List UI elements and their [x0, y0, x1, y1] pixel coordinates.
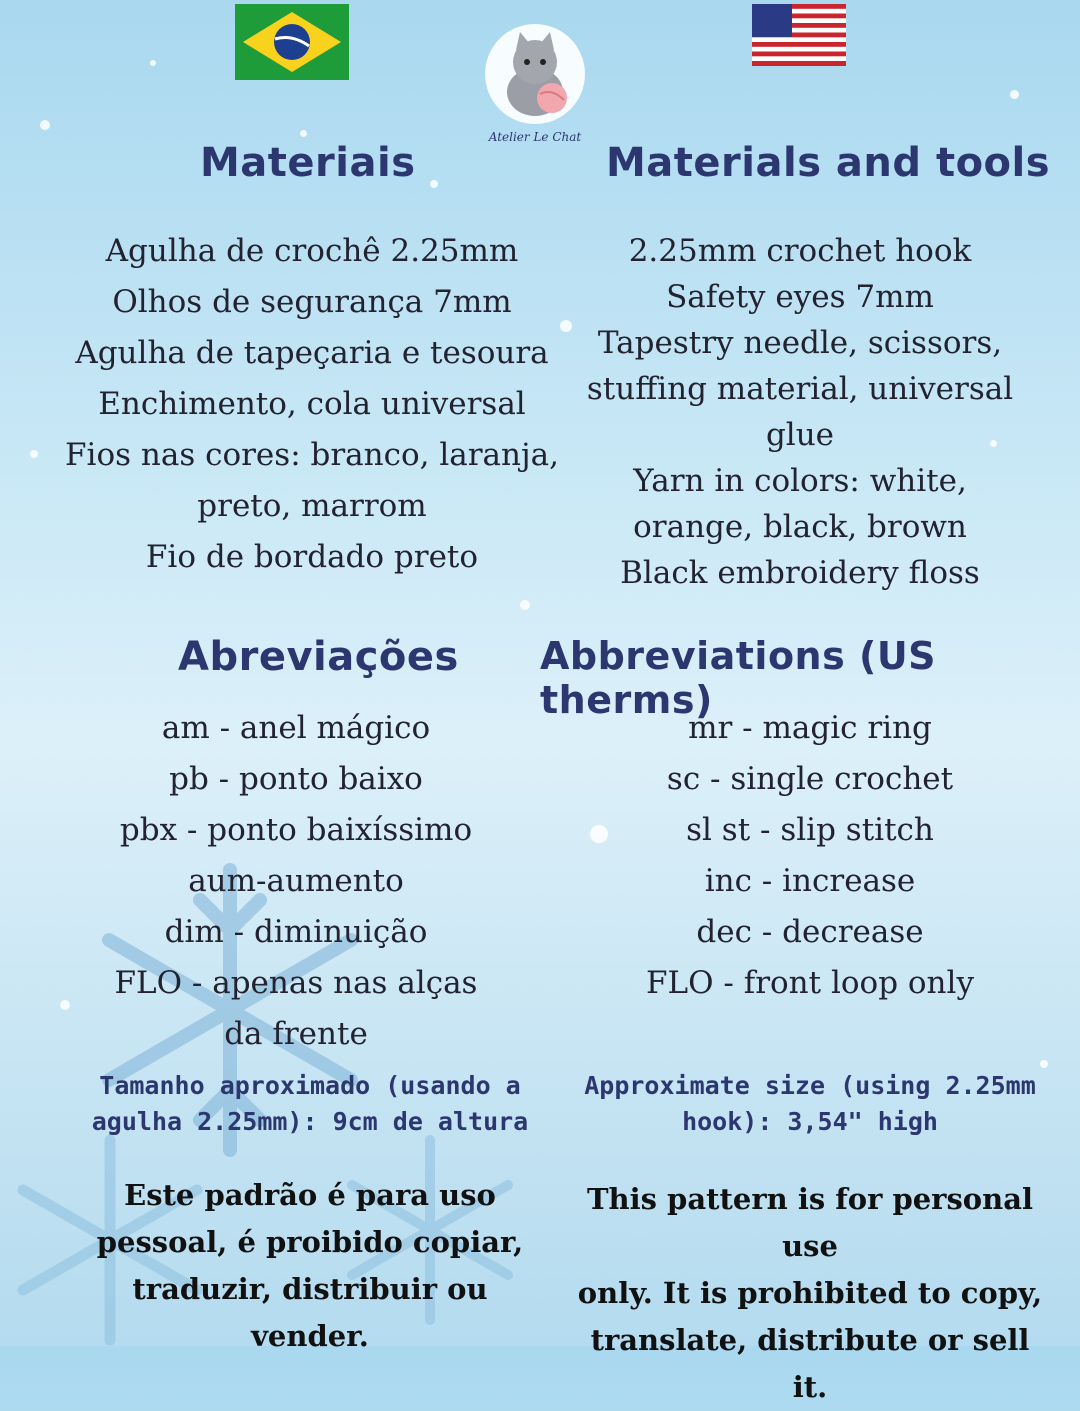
list-item: Olhos de segurança 7mm: [112, 284, 512, 320]
list-item: pb - ponto baixo: [169, 761, 423, 797]
list-item: sl st - slip stitch: [686, 812, 934, 848]
size-note-en: Approximate size (using 2.25mm hook): 3,54" high: [584, 1071, 1036, 1136]
list-item: Fio de bordado preto: [145, 539, 479, 575]
list-item: FLO - front loop only: [646, 965, 974, 1001]
list-item: Black embroidery floss: [620, 555, 980, 591]
list-item: orange, black, brown: [633, 509, 967, 545]
list-item: Agulha de tapeçaria e tesoura: [75, 335, 549, 371]
snow-dot: [150, 60, 156, 66]
usa-flag-icon: [752, 4, 846, 66]
cat-with-yarn-icon: [480, 22, 590, 126]
snow-dot: [430, 180, 438, 188]
list-item: sc - single crochet: [666, 761, 954, 797]
list-item: da frente: [224, 1016, 368, 1052]
snow-dot: [1040, 1060, 1048, 1068]
materials-list-en: [560, 228, 1040, 596]
snow-dot: [520, 600, 530, 610]
list-item: inc - increase: [704, 863, 916, 899]
list-item: Enchimento, cola universal: [98, 386, 526, 422]
list-item: aum-aumento: [188, 863, 404, 899]
materials-heading-en: Materials and tools: [606, 140, 1051, 186]
materials-heading-pt: Materiais: [200, 140, 416, 186]
list-item: mr - magic ring: [688, 710, 932, 746]
list-item: Yarn in colors: white,: [633, 463, 967, 499]
list-item: glue: [765, 417, 835, 453]
snow-dot: [40, 120, 50, 130]
logo-text: Atelier Le Chat: [488, 130, 582, 144]
list-item: dec - decrease: [696, 914, 924, 950]
list-item: Tapestry needle, scissors,: [597, 325, 1003, 361]
snow-dot: [1010, 90, 1019, 99]
size-note-pt: Tamanho aproximado (usando a agulha 2.25mm): 9cm de altura: [91, 1071, 529, 1136]
usage-notice-en: This pattern is for personal use only. It is prohibited to copy, translate, distribute or sell it.: [577, 1182, 1043, 1404]
snow-dot: [300, 130, 307, 137]
materials-list-pt: [62, 226, 562, 583]
list-item: preto, marrom: [197, 488, 427, 524]
brand-logo: [476, 22, 594, 150]
abbreviations-list-en: [580, 703, 1040, 1009]
list-item: pbx - ponto baixíssimo: [119, 812, 473, 848]
brazil-flag-icon: [235, 4, 349, 80]
list-item: Safety eyes 7mm: [666, 279, 934, 315]
list-item: 2.25mm crochet hook: [628, 233, 972, 269]
list-item: Agulha de crochê 2.25mm: [105, 233, 519, 269]
list-item: stuffing material, universal: [586, 371, 1014, 407]
list-item: dim - diminuição: [164, 914, 428, 950]
abbreviations-list-pt: [76, 703, 516, 1060]
snow-dot: [30, 450, 38, 458]
abbreviations-heading-en: Abbreviations (US therms): [540, 634, 937, 722]
list-item: FLO - apenas nas alças: [114, 965, 478, 1001]
snow-dot: [60, 1000, 70, 1010]
list-item: Fios nas cores: branco, laranja,: [65, 437, 559, 473]
abbreviations-heading-pt: Abreviações: [178, 634, 459, 680]
usage-notice-pt: Este padrão é para uso pessoal, é proibido copiar, traduzir, distribuir ou vender.: [96, 1178, 524, 1353]
list-item: am - anel mágico: [161, 710, 431, 746]
